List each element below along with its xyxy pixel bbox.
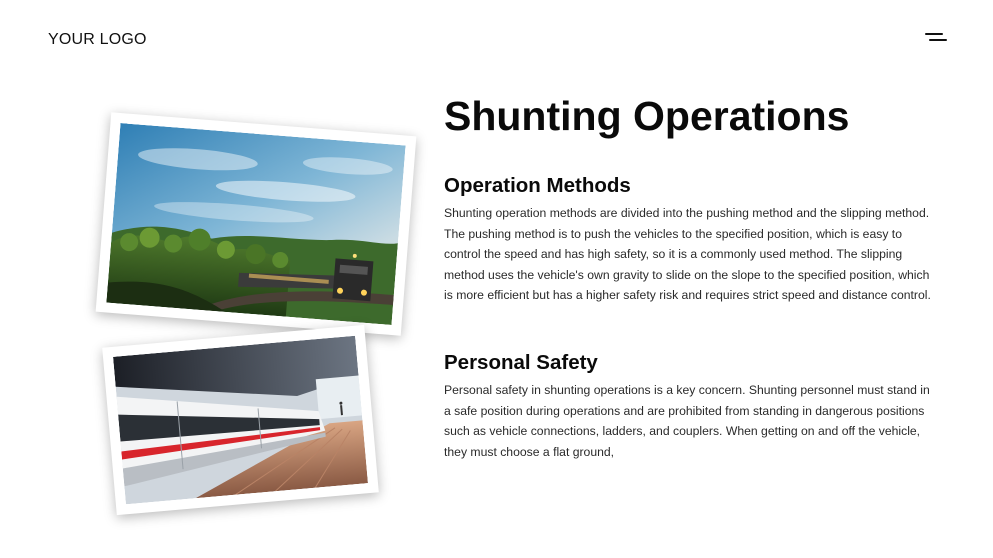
photo-train-landscape	[96, 112, 417, 335]
hamburger-menu-icon[interactable]	[925, 31, 947, 43]
section-heading-operation-methods: Operation Methods	[444, 174, 631, 197]
logo[interactable]: YOUR LOGO	[48, 31, 147, 48]
photo-high-speed-train	[102, 325, 379, 515]
section-heading-personal-safety: Personal Safety	[444, 351, 598, 374]
page-title: Shunting Operations	[444, 93, 850, 139]
landscape-illustration	[106, 123, 405, 325]
menu-bar-bottom	[929, 39, 947, 41]
section-body-operation-methods: Shunting operation methods are divided into the pushing method and the slipping method. The pushing method is to push the vehicles to the specified position, which is easy to control the speed and has high safety, so it is a commonly used method. The slipping method uses the vehicle's own gravity to slide on the slope to the specified position, which is more efficient but has a higher safety risk and requires strict speed and distance control.	[444, 206, 931, 303]
station-train-image	[113, 336, 368, 505]
section-body-personal-safety: Personal safety in shunting operations is a key concern. Shunting personnel must stand in a safe position during operations and are prohibited from standing in dangerous positions such as vehicle connections, ladders, and couplers. When getting on and off the vehicle, they must choose a flat ground,	[444, 383, 930, 459]
train-landscape-image	[106, 123, 405, 325]
station-illustration	[113, 336, 368, 505]
menu-bar-top	[925, 33, 943, 35]
